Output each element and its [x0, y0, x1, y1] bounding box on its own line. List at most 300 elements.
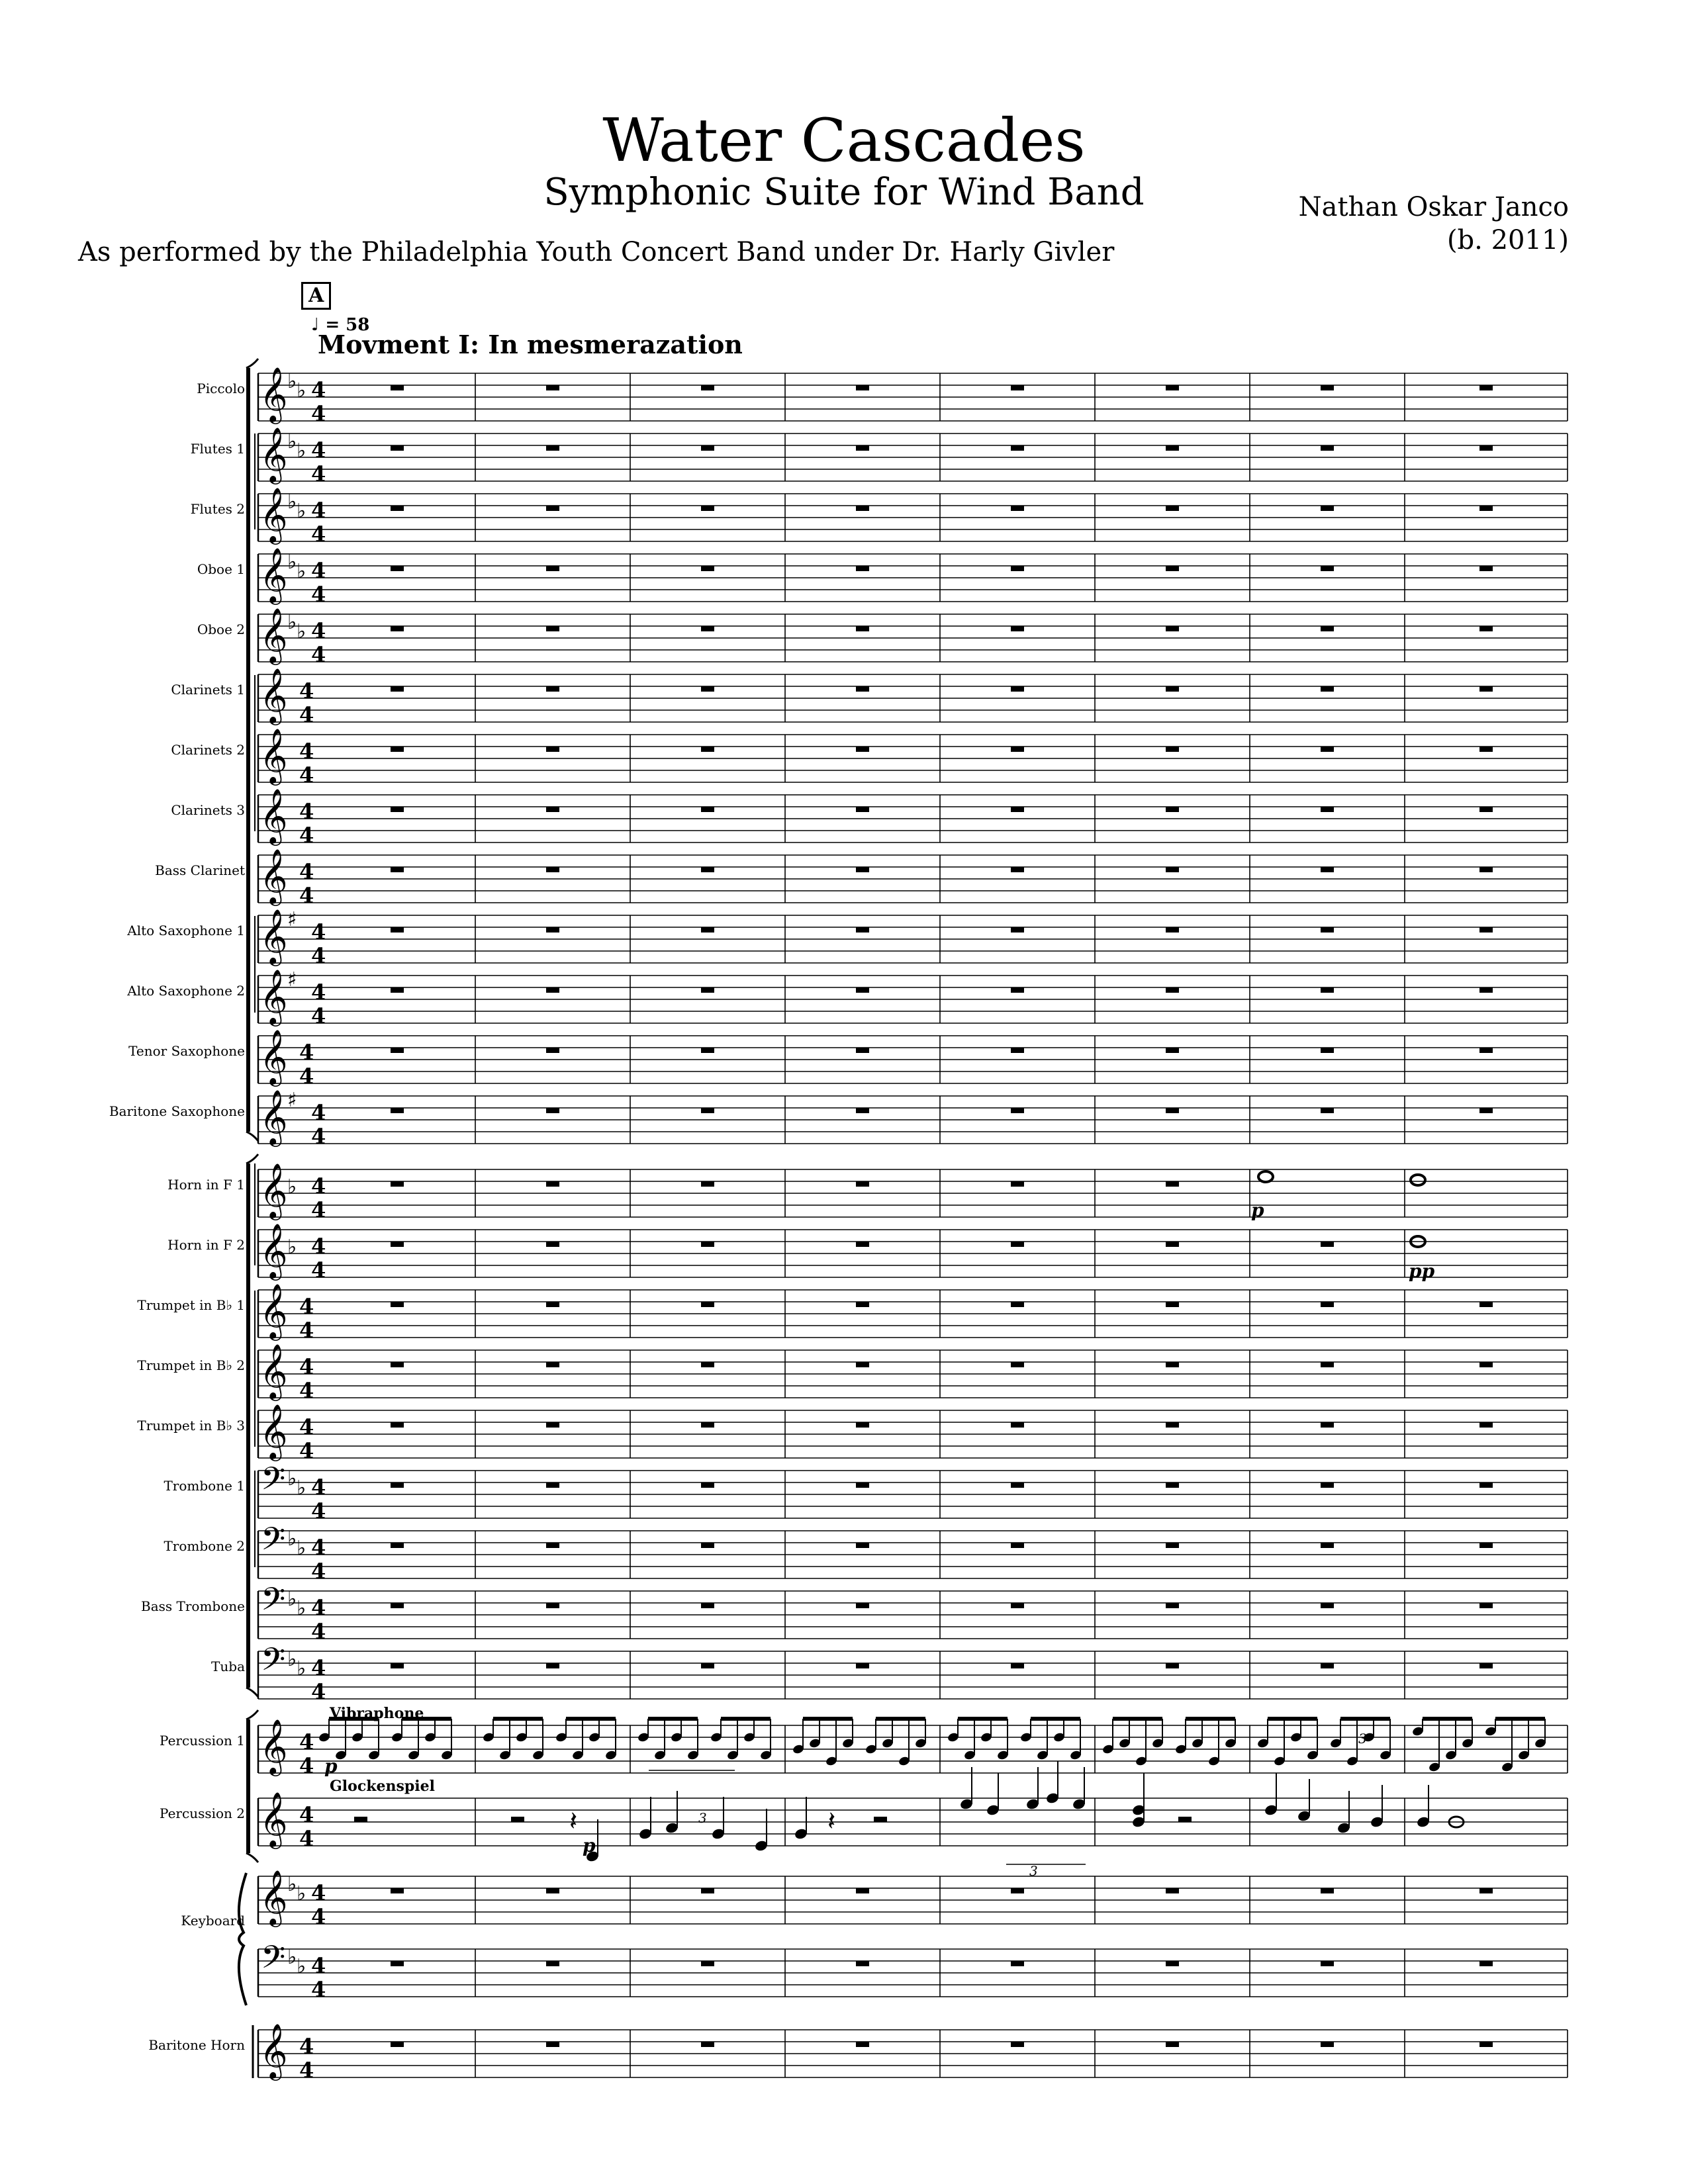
- time-signature: 4: [299, 702, 314, 727]
- whole-rest: [1166, 927, 1179, 933]
- whole-rest: [546, 987, 559, 993]
- whole-rest: [546, 686, 559, 692]
- time-signature: 4: [299, 762, 314, 788]
- whole-rest: [546, 385, 559, 390]
- whole-rest: [1479, 1543, 1493, 1548]
- woodwind-bracket: [246, 1132, 258, 1141]
- whole-rest: [1166, 807, 1179, 812]
- whole-rest: [546, 867, 559, 872]
- flat-sign: ♭: [287, 1946, 297, 1969]
- whole-rest: [701, 1543, 714, 1548]
- whole-rest: [1011, 1108, 1024, 1113]
- bass-clef: 𝄢: [261, 1641, 286, 1686]
- time-signature: 4: [311, 1904, 326, 1929]
- whole-rest: [391, 1302, 404, 1307]
- score-title: Water Cascades: [602, 106, 1086, 175]
- whole-rest: [701, 927, 714, 933]
- time-signature: 4: [299, 1378, 314, 1403]
- half-rest: [1178, 1817, 1192, 1822]
- whole-rest: [546, 747, 559, 752]
- whole-rest: [391, 1603, 404, 1608]
- whole-rest: [701, 1362, 714, 1367]
- time-signature: 4: [299, 739, 314, 764]
- half-rest: [874, 1817, 887, 1822]
- time-signature: 4: [311, 1977, 326, 2002]
- whole-rest: [1479, 1362, 1493, 1367]
- keyboard-brace: [239, 1873, 246, 2005]
- whole-note: [1411, 1175, 1425, 1185]
- percussion-bracket: [246, 1710, 258, 1719]
- whole-rest: [1011, 1181, 1024, 1187]
- whole-rest: [546, 1888, 559, 1893]
- whole-rest: [856, 1603, 869, 1608]
- whole-note: [1258, 1171, 1273, 1182]
- time-signature: 4: [299, 2058, 314, 2083]
- dynamic-marking: pp: [1409, 1260, 1435, 1282]
- whole-rest: [1166, 1961, 1179, 1966]
- whole-rest: [701, 686, 714, 692]
- whole-rest: [1479, 445, 1493, 451]
- whole-rest: [391, 1108, 404, 1113]
- whole-rest: [1321, 566, 1334, 571]
- note-beam: [648, 1717, 698, 1721]
- whole-rest: [1011, 1302, 1024, 1307]
- whole-rest: [1479, 747, 1493, 752]
- flat-sign: ♭: [297, 620, 306, 643]
- whole-rest: [1166, 1108, 1179, 1113]
- flat-sign: ♭: [297, 560, 306, 583]
- instrument-label: Baritone Horn: [148, 2037, 245, 2053]
- whole-rest: [1321, 1302, 1334, 1307]
- whole-rest: [1011, 1422, 1024, 1428]
- whole-rest: [391, 987, 404, 993]
- whole-rest: [1011, 1961, 1024, 1966]
- percussion-2-instrument: Glockenspiel: [330, 1778, 435, 1795]
- whole-rest: [701, 506, 714, 511]
- whole-rest: [546, 1181, 559, 1187]
- treble-clef: 𝄞: [259, 547, 288, 602]
- bass-clef: 𝄢: [261, 1460, 286, 1505]
- tuplet-number: 3: [1029, 1863, 1038, 1879]
- whole-rest: [1011, 867, 1024, 872]
- whole-rest: [1479, 1482, 1493, 1488]
- whole-rest: [1321, 506, 1334, 511]
- whole-rest: [1166, 2042, 1179, 2047]
- whole-rest: [856, 1543, 869, 1548]
- time-signature: 4: [311, 1475, 326, 1500]
- time-signature: 4: [311, 401, 326, 426]
- whole-rest: [1479, 927, 1493, 933]
- treble-clef: 𝄞: [259, 908, 288, 964]
- whole-rest: [391, 1663, 404, 1668]
- whole-rest: [856, 1362, 869, 1367]
- whole-rest: [1011, 1543, 1024, 1548]
- treble-clef: 𝄞: [259, 788, 288, 843]
- treble-clef: 𝄞: [259, 1028, 288, 1084]
- whole-rest: [546, 566, 559, 571]
- whole-rest: [1479, 506, 1493, 511]
- note-beam: [566, 1717, 616, 1721]
- instrument-label: Oboe 1: [197, 561, 245, 577]
- whole-rest: [546, 927, 559, 933]
- whole-rest: [1321, 1603, 1334, 1608]
- whole-rest: [856, 445, 869, 451]
- whole-rest: [391, 385, 404, 390]
- whole-rest: [856, 1888, 869, 1893]
- whole-rest: [1479, 1663, 1493, 1668]
- treble-clef: 𝄞: [259, 1343, 288, 1398]
- time-signature: 4: [311, 1100, 326, 1125]
- whole-rest: [391, 1543, 404, 1548]
- whole-rest: [546, 445, 559, 451]
- whole-rest: [1166, 1888, 1179, 1893]
- time-signature: 4: [311, 1880, 326, 1905]
- time-signature: 4: [299, 799, 314, 824]
- whole-rest: [701, 987, 714, 993]
- whole-rest: [856, 626, 869, 631]
- whole-rest: [856, 1242, 869, 1247]
- bass-clef: 𝄢: [261, 1520, 286, 1565]
- whole-rest: [1479, 1603, 1493, 1608]
- whole-rest: [856, 385, 869, 390]
- instrument-label: Trumpet in B♭ 1: [137, 1297, 245, 1313]
- whole-rest: [856, 1482, 869, 1488]
- whole-rest: [1011, 1048, 1024, 1053]
- whole-rest: [546, 1663, 559, 1668]
- whole-rest: [1011, 747, 1024, 752]
- whole-rest: [701, 385, 714, 390]
- time-signature: 4: [311, 1197, 326, 1222]
- time-signature: 4: [311, 919, 326, 944]
- whole-rest: [546, 1242, 559, 1247]
- treble-clef: 𝄞: [259, 1403, 288, 1459]
- time-signature: 4: [311, 1498, 326, 1524]
- time-signature: 4: [299, 1826, 314, 1851]
- time-signature: 4: [311, 461, 326, 486]
- treble-clef: 𝄞: [259, 727, 288, 783]
- treble-clef: 𝄞: [259, 667, 288, 723]
- whole-rest: [1166, 1302, 1179, 1307]
- whole-rest: [1321, 1048, 1334, 1053]
- flat-sign: ♭: [287, 1873, 297, 1896]
- note-beam: [1113, 1717, 1162, 1721]
- time-signature: 4: [299, 1729, 314, 1754]
- whole-rest: [701, 1603, 714, 1608]
- whole-rest: [546, 1362, 559, 1367]
- time-signature: 4: [311, 582, 326, 607]
- whole-rest: [1011, 626, 1024, 631]
- flat-sign: ♭: [287, 1175, 297, 1199]
- whole-rest: [701, 1108, 714, 1113]
- time-signature: 4: [311, 1234, 326, 1259]
- whole-rest: [701, 626, 714, 631]
- composer-dates: (b. 2011): [1446, 225, 1569, 255]
- instrument-label: Oboe 2: [197, 621, 245, 637]
- whole-rest: [1166, 1048, 1179, 1053]
- whole-rest: [1321, 686, 1334, 692]
- movement-title: Movment I: In mesmerazation: [318, 330, 743, 359]
- whole-rest: [391, 1362, 404, 1367]
- note-beam: [1495, 1717, 1545, 1721]
- time-signature: 4: [299, 1318, 314, 1343]
- note-beam: [958, 1717, 1008, 1721]
- whole-rest: [1479, 566, 1493, 571]
- whole-rest: [1479, 807, 1493, 812]
- time-signature: 4: [299, 1040, 314, 1065]
- whole-rest: [1166, 686, 1179, 692]
- whole-rest: [546, 1422, 559, 1428]
- whole-rest: [391, 807, 404, 812]
- whole-rest: [391, 1888, 404, 1893]
- time-signature: 4: [311, 1535, 326, 1560]
- whole-rest: [1479, 987, 1493, 993]
- time-signature: 4: [299, 1438, 314, 1463]
- whole-rest: [1011, 1603, 1024, 1608]
- whole-rest: [856, 1048, 869, 1053]
- note-beam: [493, 1717, 543, 1721]
- treble-clef: 𝄞: [259, 1089, 288, 1144]
- time-signature: 4: [311, 1595, 326, 1620]
- whole-rest: [1321, 1362, 1334, 1367]
- whole-rest: [701, 445, 714, 451]
- time-signature: 4: [311, 1257, 326, 1283]
- half-rest: [511, 1817, 524, 1822]
- flat-sign: ♭: [287, 1236, 297, 1259]
- whole-rest: [391, 686, 404, 692]
- whole-rest: [1166, 747, 1179, 752]
- whole-rest: [1321, 1663, 1334, 1668]
- flat-sign: ♭: [297, 1955, 306, 1978]
- instrument-label: Flutes 1: [190, 441, 245, 457]
- flat-sign: ♭: [287, 551, 297, 574]
- whole-rest: [1321, 2042, 1334, 2047]
- flat-sign: ♭: [287, 490, 297, 514]
- whole-rest: [1166, 626, 1179, 631]
- whole-rest: [856, 1663, 869, 1668]
- whole-rest: [1011, 1888, 1024, 1893]
- whole-rest: [1479, 1302, 1493, 1307]
- instrument-label: Horn in F 1: [167, 1177, 245, 1193]
- whole-rest: [1166, 385, 1179, 390]
- treble-clef: 𝄞: [259, 1222, 288, 1278]
- whole-rest: [391, 1181, 404, 1187]
- treble-clef: 𝄞: [259, 848, 288, 903]
- flat-sign: ♭: [297, 1882, 306, 1905]
- instrument-label: Trumpet in B♭ 2: [137, 1357, 245, 1373]
- instrument-label: Baritone Saxophone: [109, 1103, 245, 1119]
- quarter-rest: 𝄽: [827, 1806, 836, 1837]
- time-signature: 4: [299, 1064, 314, 1089]
- whole-rest: [701, 1048, 714, 1053]
- whole-rest: [1479, 1108, 1493, 1113]
- whole-rest: [391, 1961, 404, 1966]
- whole-rest: [1166, 1603, 1179, 1608]
- whole-rest: [1321, 1242, 1334, 1247]
- time-signature: 4: [311, 943, 326, 968]
- sharp-sign: ♯: [287, 968, 297, 991]
- whole-rest: [391, 747, 404, 752]
- whole-rest: [1321, 385, 1334, 390]
- time-signature: 4: [299, 859, 314, 884]
- treble-clef: 𝄞: [259, 1791, 288, 1846]
- instrument-label: Tuba: [211, 1659, 245, 1674]
- dynamic-marking: p: [583, 1835, 596, 1856]
- whole-rest: [1321, 1543, 1334, 1548]
- whole-rest: [1011, 2042, 1024, 2047]
- whole-rest: [1321, 445, 1334, 451]
- whole-rest: [1166, 1663, 1179, 1668]
- instrument-label: Horn in F 2: [167, 1237, 245, 1253]
- note-beam: [1268, 1717, 1317, 1721]
- treble-clef: 𝄞: [259, 1283, 288, 1338]
- time-signature: 4: [311, 1655, 326, 1680]
- time-signature: 4: [299, 678, 314, 704]
- instrument-label: Piccolo: [197, 381, 245, 396]
- time-signature: 4: [311, 1003, 326, 1028]
- instrument-label: Flutes 2: [190, 501, 245, 517]
- whole-rest: [1166, 566, 1179, 571]
- whole-rest: [1011, 1242, 1024, 1247]
- instrument-label: Percussion 1: [160, 1733, 245, 1749]
- whole-rest: [1011, 987, 1024, 993]
- whole-rest: [1166, 506, 1179, 511]
- whole-rest: [856, 1108, 869, 1113]
- whole-rest: [701, 747, 714, 752]
- whole-rest: [391, 2042, 404, 2047]
- whole-rest: [1011, 385, 1024, 390]
- whole-rest: [1011, 566, 1024, 571]
- whole-rest: [701, 1302, 714, 1307]
- whole-rest: [701, 1482, 714, 1488]
- whole-rest: [701, 1663, 714, 1668]
- whole-rest: [856, 566, 869, 571]
- score-subtitle: Symphonic Suite for Wind Band: [543, 171, 1145, 214]
- whole-rest: [546, 1108, 559, 1113]
- whole-rest: [546, 1603, 559, 1608]
- treble-clef: 𝄞: [259, 486, 288, 542]
- whole-rest: [856, 1422, 869, 1428]
- time-signature: 4: [299, 823, 314, 848]
- note-beam: [1186, 1717, 1235, 1721]
- instrument-label: Alto Saxophone 2: [127, 983, 245, 999]
- whole-rest: [1321, 1422, 1334, 1428]
- time-signature: 4: [299, 1294, 314, 1319]
- treble-clef: 𝄞: [259, 607, 288, 662]
- whole-rest: [1011, 445, 1024, 451]
- instrument-label: Clarinets 1: [171, 682, 245, 698]
- tuplet-number: 3: [1358, 1731, 1367, 1747]
- whole-rest: [391, 626, 404, 631]
- note-beam: [803, 1717, 853, 1721]
- whole-rest: [391, 506, 404, 511]
- treble-clef: 𝄞: [259, 1162, 288, 1218]
- composer-name: Nathan Oskar Janco: [1298, 192, 1569, 222]
- whole-rest: [1321, 1888, 1334, 1893]
- time-signature: 4: [311, 1679, 326, 1704]
- instrument-label: Clarinets 2: [171, 742, 245, 758]
- whole-rest: [701, 2042, 714, 2047]
- whole-rest: [1011, 1663, 1024, 1668]
- tempo-marking: ♩ = 58: [311, 315, 370, 335]
- brass-bracket: [246, 1154, 258, 1163]
- whole-rest: [1166, 1362, 1179, 1367]
- quarter-rest: 𝄽: [569, 1806, 578, 1837]
- whole-rest: [701, 867, 714, 872]
- treble-clef: 𝄞: [259, 426, 288, 482]
- tuplet-number: 3: [698, 1810, 707, 1826]
- instrument-label: Alto Saxophone 1: [127, 923, 245, 938]
- percussion-1-instrument: Vibraphone: [330, 1705, 424, 1722]
- whole-rest: [546, 1543, 559, 1548]
- whole-rest: [856, 867, 869, 872]
- time-signature: 4: [311, 437, 326, 463]
- whole-rest: [701, 566, 714, 571]
- half-rest: [354, 1817, 367, 1822]
- whole-rest: [546, 506, 559, 511]
- whole-rest: [1321, 1961, 1334, 1966]
- whole-rest: [1479, 1048, 1493, 1053]
- whole-rest: [546, 1048, 559, 1053]
- time-signature: 4: [311, 642, 326, 667]
- whole-rest: [856, 927, 869, 933]
- bass-clef: 𝄢: [261, 1938, 286, 1983]
- treble-clef: 𝄞: [259, 366, 288, 422]
- whole-rest: [1011, 1482, 1024, 1488]
- whole-rest: [1479, 2042, 1493, 2047]
- whole-rest: [856, 1961, 869, 1966]
- whole-rest: [546, 1482, 559, 1488]
- instrument-label: Clarinets 3: [171, 802, 245, 818]
- whole-rest: [1479, 686, 1493, 692]
- whole-rest: [391, 445, 404, 451]
- whole-rest: [701, 807, 714, 812]
- whole-rest: [546, 1302, 559, 1307]
- whole-rest: [701, 1242, 714, 1247]
- time-signature: 4: [299, 1414, 314, 1439]
- performance-note: As performed by the Philadelphia Youth Concert Band under Dr. Harly Givler: [78, 237, 1115, 267]
- percussion-bracket: [246, 1853, 258, 1862]
- time-signature: 4: [299, 1802, 314, 1827]
- flat-sign: ♭: [287, 611, 297, 634]
- whole-rest: [1011, 1362, 1024, 1367]
- treble-clef: 𝄞: [259, 968, 288, 1024]
- whole-rest: [701, 1422, 714, 1428]
- sharp-sign: ♯: [287, 908, 297, 931]
- flat-sign: ♭: [297, 1657, 306, 1680]
- instrument-label: Trombone 2: [164, 1538, 245, 1554]
- whole-rest: [391, 1422, 404, 1428]
- whole-rest: [856, 747, 869, 752]
- dynamic-marking: p: [1251, 1199, 1264, 1221]
- whole-rest: [1166, 1543, 1179, 1548]
- whole-rest: [1011, 807, 1024, 812]
- flat-sign: ♭: [287, 1467, 297, 1490]
- whole-rest: [856, 1181, 869, 1187]
- time-signature: 4: [311, 979, 326, 1005]
- instrument-label: Trombone 1: [164, 1478, 245, 1494]
- whole-rest: [546, 1961, 559, 1966]
- whole-rest: [1479, 1888, 1493, 1893]
- whole-rest: [1011, 927, 1024, 933]
- treble-clef: 𝄞: [259, 1718, 288, 1774]
- whole-rest: [391, 1482, 404, 1488]
- whole-rest: [1166, 867, 1179, 872]
- whole-rest: [1011, 686, 1024, 692]
- time-signature: 4: [311, 1173, 326, 1199]
- whole-rest: [701, 1888, 714, 1893]
- whole-rest: [701, 1961, 714, 1966]
- whole-rest: [1166, 1242, 1179, 1247]
